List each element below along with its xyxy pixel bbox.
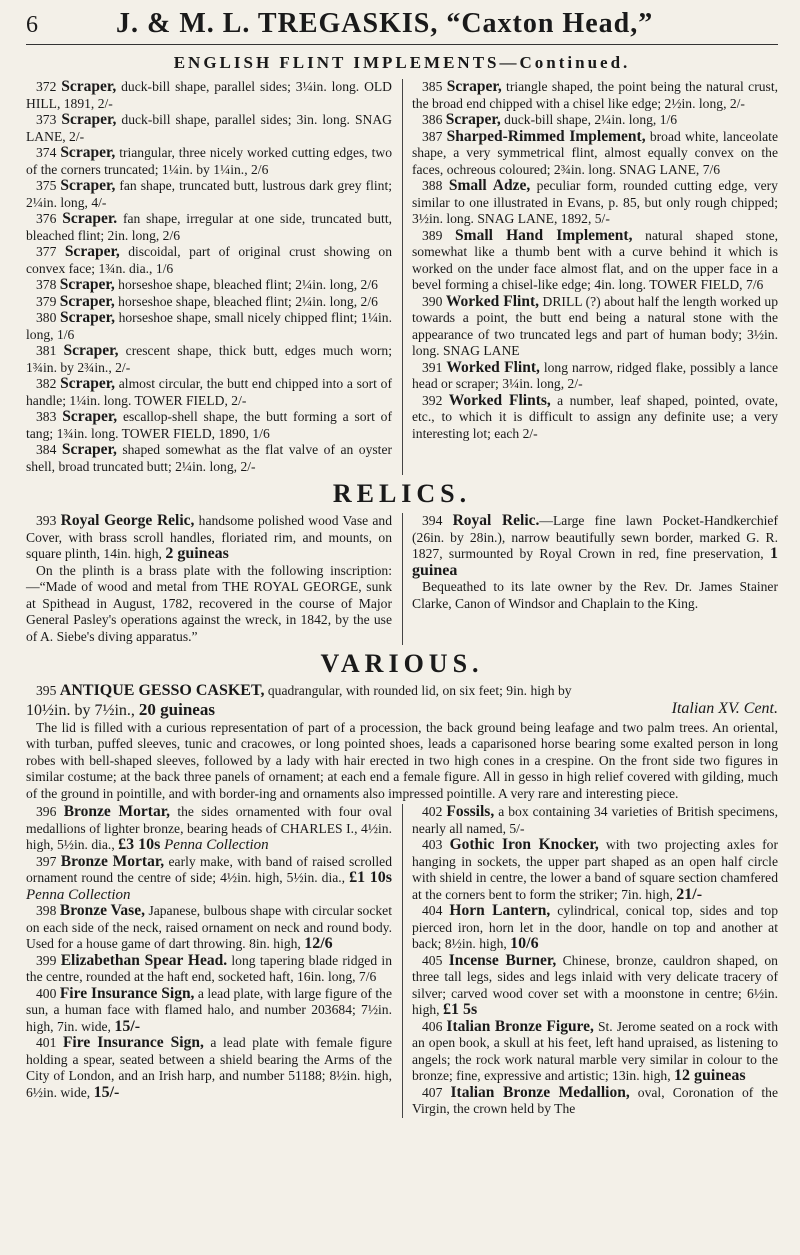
lead-entry-origin: Italian XV. Cent. bbox=[671, 699, 778, 717]
catalogue-entry: 404 Horn Lantern, cylindrical, conical top, sides and top pierced iron, horn let in the door, handle on top and another at back; 8½in. high, 10/6 bbox=[412, 902, 778, 952]
column-divider bbox=[402, 804, 403, 1118]
catalogue-entry: 400 Fire Insurance Sign, a lead plate, with large figure of the sun, a human face with flamed halo, and number 203684; 7½in. high, 7in. wide, 15/- bbox=[26, 984, 392, 1035]
catalogue-entry: 372 Scraper, duck-bill shape, parallel sides; 3¼in. long. OLD HILL, 1891, 2/- bbox=[26, 78, 393, 111]
lead-entry-description: The lid is filled with a curious representation of part of a procession, the back ground being leafage and two palm trees. An oriental, with turban, puffed sleeves, tunic and cracowes, or long pointed shoes, leads a caparisoned horse bearing some exalted person in long robes with bell-shaped sleeves, followed by a lady with hair erected in two high cones in a crespine. On the front side two figures in similar costume; at the back three panels of ornament; at each end a female figure. All in gesso in high relief covered with gilding, much of the ground in pointille, and with border-ing and ornaments also impressed pointille. A very rare and interesting piece. bbox=[26, 719, 778, 801]
catalogue-entry: 386 Scraper, duck-bill shape, 2¼in. long, 1/6 bbox=[422, 111, 678, 128]
catalogue-entry: 394 Royal Relic.—Large fine lawn Pocket-Handkerchief (26in. by 28in.), narrow beautifully sewn border, marked G. R. 1827, surmounted by Royal Crown in red, fine preservation, 1 guinea bbox=[412, 512, 778, 579]
entry-note: Bequeathed to its late owner by the Rev. Dr. James Stainer Clarke, Canon of Windsor and Chaplain to the King. bbox=[412, 579, 778, 611]
flint-left-column bbox=[26, 79, 392, 475]
catalogue-entry: 377 Scraper, discoidal, part of original crust showing on convex face; 1¾n. dia., 1/6 bbox=[26, 243, 392, 276]
column-divider bbox=[402, 79, 403, 475]
relics-left-column bbox=[26, 513, 392, 645]
running-head bbox=[26, 8, 778, 45]
lead-entry: 395 ANTIQUE GESSO CASKET, quadrangular, with rounded lid, on six feet; 9in. high by bbox=[36, 682, 572, 699]
catalogue-entry: 383 Scraper, escallop-shell shape, the butt forming a sort of tang; 1¾in. long. TOWER FIELD, 1890, 1/6 bbox=[26, 408, 392, 441]
catalogue-entry: 376 Scraper. fan shape, irregular at one side, truncated butt, bleached flint; 2in. long, 2/6 bbox=[26, 210, 392, 243]
catalogue-entry: 390 Worked Flint, DRILL (?) about half the length worked up towards a point, the butt end being a natural stone with the appearance of two truncated legs and part of human body; 3½in. long. SNAG LANE bbox=[412, 292, 778, 358]
catalogue-entry: 384 Scraper, shaped somewhat as the flat valve of an oyster shell, broad truncated butt; 2¼in. long, 2/- bbox=[26, 441, 392, 474]
section-title-flint: ENGLISH FLINT IMPLEMENTS—Continued. bbox=[173, 53, 631, 72]
flint-columns bbox=[26, 79, 778, 475]
catalogue-entry: 380 Scraper, horseshoe shape, small nicely chipped flint; 1¼in. long, 1/6 bbox=[26, 309, 392, 342]
section-title-relics: RELICS. bbox=[332, 479, 472, 508]
catalogue-entry: 406 Italian Bronze Figure, St. Jerome seated on a rock with an open book, a skull at his feet, left hand upraised, as listening to angels; the rock work natural marble very similar in colour to the bronze; fine, expressive and artistic; 13in. high, 12 guineas bbox=[412, 1017, 778, 1084]
catalogue-entry: 393 Royal George Relic, handsome polished wood Vase and Cover, with brass scroll handles, floriated rim, and mounts, on square plinth, 14in. high, 2 guineas bbox=[26, 512, 392, 562]
lead-entry-dimensions: 10½in. by 7½in., 20 guineas Italian XV. Cent. bbox=[26, 699, 778, 719]
catalogue-entry: 397 Bronze Mortar, early make, with band of raised scrolled ornament round the centre of side; 4½in. high, 5½in. dia., £1 10s Penna Collection bbox=[26, 852, 393, 903]
catalogue-entry: 385 Scraper, triangle shaped, the point being the natural crust, the broad end chipped with a chisel like edge; 2½in. long, 2/- bbox=[412, 78, 778, 111]
catalogue-entry: 388 Small Adze, peculiar form, rounded cutting edge, very similar to one illustrated in Evans, p. 85, but only rough chipped; 3½in. long. SNAG LANE, 1892, 5/- bbox=[412, 177, 778, 226]
catalogue-entry: 398 Bronze Vase, Japanese, bulbous shape with circular socket on each side of the neck, raised ornament on neck and round body. Used for a house game of dart throwing. 8in. high, 12/6 bbox=[26, 902, 392, 952]
running-title: J. & M. L. TREGASKIS, “Caxton Head,” bbox=[116, 8, 654, 39]
column-divider bbox=[402, 513, 403, 645]
catalogue-entry: 382 Scraper, almost circular, the butt end chipped into a sort of handle; 1¼in. long. TOWER FIELD, 2/- bbox=[26, 375, 392, 408]
relics-columns bbox=[26, 513, 778, 645]
entry-note: On the plinth is a brass plate with the following inscription:—“Made of wood and metal from THE ROYAL GEORGE, sunk at Spithead in August, 1782, recovered in the course of Major General Pasley's operations against the wreck, in 1842, by the use of A. Siebe's diving apparatus.” bbox=[26, 562, 392, 644]
catalogue-entry: 403 Gothic Iron Knocker, with two projecting axles for hanging in sockets, the upper part shaped as an open half circle with shield in centre, the lower a band of square section chamfered at the corners bent to form the striker; 7in. high, 21/- bbox=[412, 836, 778, 903]
various-left-column bbox=[26, 804, 392, 1118]
page-number: 6 bbox=[26, 12, 38, 38]
various-right-column bbox=[412, 804, 778, 1118]
catalogue-entry: 402 Fossils, a box containing 34 varieties of British specimens, nearly all named, 5/- bbox=[412, 803, 778, 836]
catalogue-page bbox=[26, 8, 778, 1118]
catalogue-entry: 392 Worked Flints, a number, leaf shaped, pointed, ovate, etc., to which it is difficult to assign any definite use; a very interesting lot; each 2/- bbox=[412, 391, 778, 441]
catalogue-entry: 378 Scraper, horseshoe shape, bleached flint; 2¼in. long, 2/6 bbox=[36, 276, 378, 293]
catalogue-entry: 389 Small Hand Implement, natural shaped stone, somewhat like a thumb bent with a curve behind it which is worked on the under face almost flat, and on the upper face in a bevel forming a chisel-like edge; 4in. long. TOWER FIELD, 7/6 bbox=[412, 226, 778, 292]
catalogue-entry: 391 Worked Flint, long narrow, ridged flake, possibly a lance head or scraper; 3¼in. long, 2/- bbox=[412, 358, 779, 391]
catalogue-entry: 407 Italian Bronze Medallion, oval, Coronation of the Virgin, the crown held by The bbox=[412, 1083, 778, 1116]
catalogue-entry: 405 Incense Burner, Chinese, bronze, cauldron shaped, on three tall legs, sides and legs inlaid with very delicate tracery of silver; carved wood cover set with a moonstone in centre; 6½in. high, £1 5s bbox=[412, 951, 778, 1018]
catalogue-entry: 374 Scraper, triangular, three nicely worked cutting edges, two of the corners truncated; 1¼in. by 1¼in., 2/6 bbox=[26, 144, 392, 177]
relics-right-column bbox=[412, 513, 778, 645]
catalogue-entry: 387 Sharped-Rimmed Implement, broad white, lanceolate shape, a very symmetrical flint, almost equally convex on the faces, ochreous coloured; 2¾in. long. SNAG LANE, 7/6 bbox=[412, 127, 778, 177]
catalogue-entry: 396 Bronze Mortar, the sides ornamented with four oval medallions of lighter bronze, bearing heads of CHARLES I., 4½in. high, 5½in. dia., £3 10s Penna Collection bbox=[26, 803, 392, 853]
catalogue-entry: 379 Scraper, horseshoe shape, bleached flint; 2¼in. long, 2/6 bbox=[36, 292, 378, 310]
catalogue-entry: 373 Scraper, duck-bill shape, parallel sides; 3in. long. SNAG LANE, 2/- bbox=[26, 111, 392, 144]
catalogue-entry: 399 Elizabethan Spear Head. long tapering blade ridged in the centre, rounded at the haft end, socketed haft, 16in. long, 7/6 bbox=[26, 951, 392, 984]
section-title-various: VARIOUS. bbox=[320, 649, 484, 678]
catalogue-entry: 401 Fire Insurance Sign, a lead plate with female figure holding a spear, seated between a shield bearing the Arms of the City of London, and an Irish harp, and number 51188; 8½in. high, 6½in. wide, 15/- bbox=[26, 1034, 392, 1101]
various-columns bbox=[26, 804, 778, 1118]
flint-right-column bbox=[412, 79, 778, 475]
catalogue-entry: 381 Scraper, crescent shape, thick butt, edges much worn; 1¾in. by 2¾in., 2/- bbox=[26, 342, 392, 375]
catalogue-entry: 375 Scraper, fan shape, truncated butt, lustrous dark grey flint; 2¼in. long, 4/- bbox=[26, 177, 392, 210]
